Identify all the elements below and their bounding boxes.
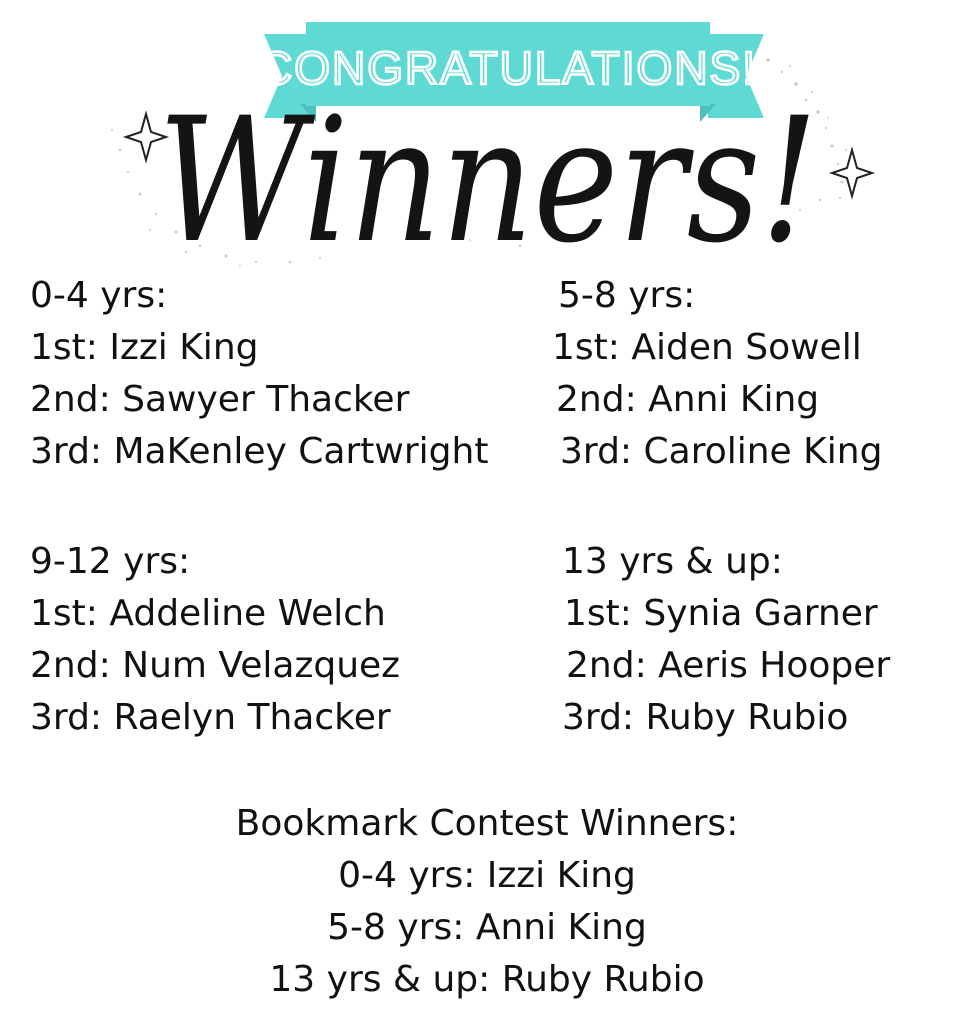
winners-title: Winners! [158, 80, 818, 280]
banner-text: CONGRATULATIONS! [259, 42, 757, 94]
bookmark-winner: 13 yrs & up: Ruby Rubio [269, 959, 705, 1000]
winner-second: 2nd: Anni King [556, 379, 820, 420]
winner-second: 2nd: Num Velazquez [30, 645, 401, 686]
group-heading: 9-12 yrs: [30, 541, 191, 582]
group-heading: 0-4 yrs: [30, 275, 168, 316]
bookmark-heading: Bookmark Contest Winners: [235, 803, 739, 844]
sparkle-icon [832, 150, 872, 196]
winner-third: 3rd: Ruby Rubio [562, 697, 849, 738]
winner-first: 1st: Addeline Welch [30, 593, 386, 634]
winner-first: 1st: Synia Garner [564, 593, 878, 634]
winner-second: 2nd: Sawyer Thacker [30, 379, 410, 420]
winner-second: 2nd: Aeris Hooper [566, 645, 891, 686]
winner-first: 1st: Aiden Sowell [552, 327, 862, 368]
group-heading: 5-8 yrs: [558, 275, 696, 316]
bookmark-winner: 5-8 yrs: Anni King [327, 907, 647, 948]
winner-third: 3rd: Caroline King [560, 431, 883, 472]
winner-third: 3rd: Raelyn Thacker [30, 697, 391, 738]
bookmark-winner: 0-4 yrs: Izzi King [338, 855, 636, 896]
winner-third: 3rd: MaKenley Cartwright [30, 431, 489, 472]
group-heading: 13 yrs & up: [562, 541, 783, 582]
header-graphic [0, 0, 974, 280]
winner-first: 1st: Izzi King [30, 327, 259, 368]
